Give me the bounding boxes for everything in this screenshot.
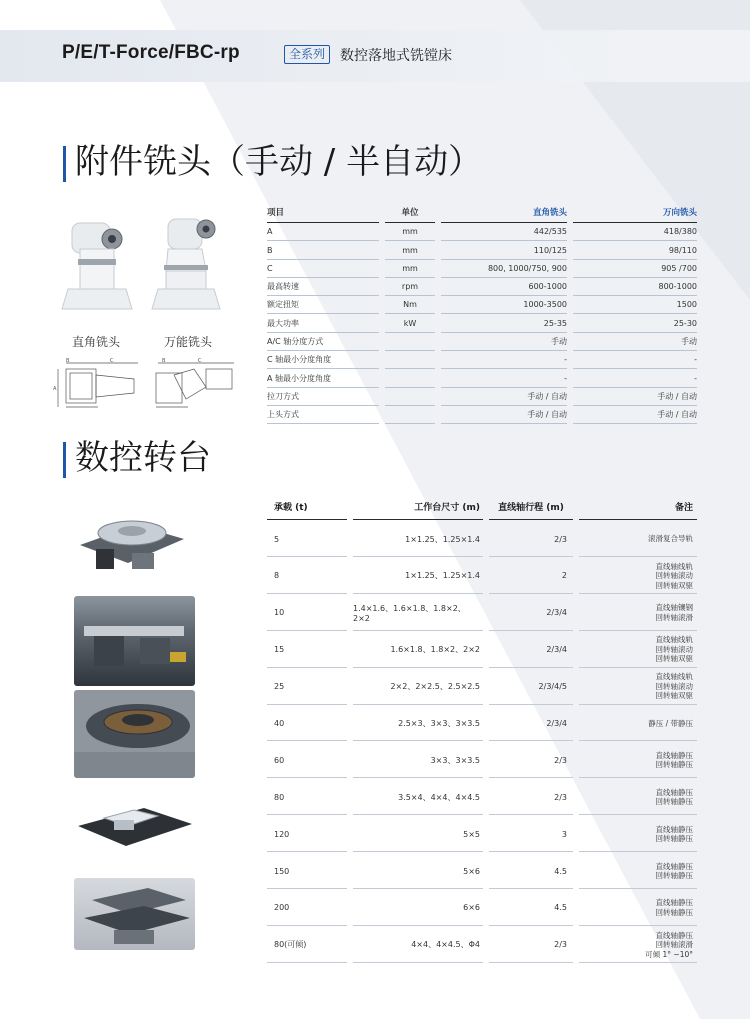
load-text: 60 — [274, 755, 285, 765]
spec-unit: kW — [385, 315, 435, 333]
table-size-text: 1.4×1.6、1.6×1.8、1.8×2、2×2 — [353, 603, 466, 623]
milling-head-spec-table — [267, 205, 697, 425]
load-text: 150 — [274, 866, 290, 876]
spec-right-angle: 110/125 — [441, 242, 567, 260]
spec-right-angle: 1000-3500 — [441, 296, 567, 314]
remarks-text: 直线轴静压 回转轴静压 — [655, 824, 693, 844]
spec-right-angle: 800, 1000/750, 900 — [441, 260, 567, 278]
series-title: P/E/T-Force/FBC-rp — [62, 42, 240, 63]
column-header-linear-stroke: 直线轴行程 (m) — [489, 496, 573, 520]
remarks-value — [579, 891, 697, 926]
section-title-milling-heads: 附件铣头（手动 / 半自动） — [63, 142, 482, 182]
load-value — [267, 854, 347, 889]
table-row — [267, 891, 697, 928]
table-row — [267, 522, 697, 559]
linear-stroke-text: 4.5 — [554, 866, 567, 876]
spec-universal: 1500 — [573, 296, 697, 314]
table-size-text: 2.5×3、3×3、3×3.5 — [398, 718, 480, 728]
remarks-value — [579, 928, 697, 963]
table-row — [267, 278, 697, 296]
table-row — [267, 596, 697, 633]
remarks-text: 直线轴静压 回转轴静压 — [655, 861, 693, 881]
linear-stroke-value — [489, 743, 573, 778]
table-size-value — [353, 522, 483, 557]
spec-universal: 800-1000 — [573, 278, 697, 296]
spec-right-angle: - — [441, 351, 567, 369]
spec-item: C — [267, 260, 379, 278]
spec-item: A 轴最小分度角度 — [267, 370, 379, 388]
load-value — [267, 891, 347, 926]
linear-stroke-value — [489, 706, 573, 741]
table-size-text: 1×1.25、1.25×1.4 — [405, 534, 480, 544]
spec-unit: mm — [385, 223, 435, 241]
load-value — [267, 633, 347, 668]
universal-head-drawing — [148, 357, 238, 417]
remarks-value — [579, 706, 697, 741]
table-size-value — [353, 817, 483, 852]
header-subtitle: 数控落地式铣镗床 — [340, 48, 452, 64]
table-row — [267, 670, 697, 707]
table-row — [267, 706, 697, 743]
remarks-text: 直线轴静压 回转轴滚滑 可倾 1° ~10° — [645, 930, 693, 959]
spec-item: B — [267, 242, 379, 260]
linear-stroke-value — [489, 780, 573, 815]
load-text: 80 — [274, 792, 285, 802]
remarks-value — [579, 670, 697, 705]
table-size-value — [353, 854, 483, 889]
remarks-value — [579, 743, 697, 778]
table-row — [267, 388, 697, 406]
spec-universal: 25-30 — [573, 315, 697, 333]
spec-universal: 418/380 — [573, 223, 697, 241]
table-size-value — [353, 928, 483, 963]
table-size-value — [353, 780, 483, 815]
spec-item: 最大功率 — [267, 315, 379, 333]
remarks-value — [579, 596, 697, 631]
table-row — [267, 633, 697, 670]
column-header-table-size: 工作台尺寸 (m) — [353, 496, 483, 520]
spec-right-angle: 手动 — [441, 333, 567, 351]
rotary-table-photo-1 — [76, 505, 188, 577]
load-text: 25 — [274, 682, 285, 692]
remarks-text: 直线轴线轨 回转轴滚动 回转轴双驱 — [655, 672, 693, 701]
table-row — [267, 223, 697, 241]
spec-universal: 手动 / 自动 — [573, 388, 697, 406]
table-row — [267, 333, 697, 351]
section-title-rotary-tables: 数控转台 — [63, 438, 211, 478]
table-row — [267, 854, 697, 891]
remarks-value — [579, 817, 697, 852]
svg-text:B: B — [162, 358, 166, 364]
table-row — [267, 370, 697, 388]
load-value — [267, 522, 347, 557]
column-header-load: 承载 (t) — [267, 496, 347, 520]
linear-stroke-text: 2/3 — [554, 755, 567, 765]
table-header-row — [267, 205, 697, 223]
table-row — [267, 242, 697, 260]
table-size-text: 1.6×1.8、1.8×2、2×2 — [390, 645, 480, 655]
spec-universal: 98/110 — [573, 242, 697, 260]
remarks-text: 直线轴静压 回转轴静压 — [655, 750, 693, 770]
remarks-text: 直线轴线轨 回转轴滚动 回转轴双驱 — [655, 561, 693, 590]
table-size-value — [353, 743, 483, 778]
table-size-text: 2×2、2×2.5、2.5×2.5 — [390, 682, 480, 692]
spec-unit: mm — [385, 242, 435, 260]
svg-text:C: C — [110, 358, 114, 364]
svg-text:B: B — [66, 358, 70, 364]
remarks-value — [579, 780, 697, 815]
spec-unit — [385, 351, 435, 369]
table-size-text: 5×5 — [463, 829, 480, 839]
table-row — [267, 780, 697, 817]
remarks-text: 直线轴镶钢 回转轴滚滑 — [655, 603, 693, 622]
linear-stroke-text: 4.5 — [554, 903, 567, 913]
universal-head-image — [148, 215, 226, 315]
remarks-value — [579, 854, 697, 889]
rotary-table-photo-4 — [74, 796, 196, 854]
spec-right-angle: 手动 / 自动 — [441, 388, 567, 406]
linear-stroke-value — [489, 522, 573, 557]
spec-item: C 轴最小分度角度 — [267, 351, 379, 369]
load-value — [267, 670, 347, 705]
rotary-table-photo-3 — [74, 690, 195, 778]
spec-unit — [385, 370, 435, 388]
rotary-table-spec-table — [267, 496, 697, 965]
load-text: 10 — [274, 608, 285, 618]
load-text: 5 — [274, 534, 280, 544]
linear-stroke-text: 2/3/4/5 — [538, 682, 567, 692]
table-row — [267, 928, 697, 965]
spec-universal: - — [573, 351, 697, 369]
load-value — [267, 596, 347, 631]
spec-universal: 手动 — [573, 333, 697, 351]
spec-item: 最高转速 — [267, 278, 379, 296]
linear-stroke-text: 2 — [561, 571, 567, 581]
spec-unit — [385, 333, 435, 351]
right-angle-head-image — [58, 215, 136, 315]
linear-stroke-value — [489, 854, 573, 889]
remarks-text: 直线轴线轨 回转轴滚动 回转轴双驱 — [655, 635, 693, 664]
table-row — [267, 315, 697, 333]
load-value — [267, 743, 347, 778]
linear-stroke-text: 3 — [561, 829, 567, 839]
table-size-text: 1×1.25、1.25×1.4 — [405, 571, 480, 581]
spec-right-angle: 442/535 — [441, 223, 567, 241]
caption-right-angle-head: 直角铣头 — [72, 335, 121, 349]
remarks-text: 滚滑复合导轨 — [648, 534, 693, 544]
remarks-value — [579, 522, 697, 557]
table-row — [267, 817, 697, 854]
linear-stroke-text: 2/3 — [554, 792, 567, 802]
table-row — [267, 406, 697, 424]
spec-item: A — [267, 223, 379, 241]
svg-text:A: A — [53, 386, 57, 392]
linear-stroke-value — [489, 633, 573, 668]
svg-text:C: C — [198, 358, 202, 364]
series-badge: 全系列 — [284, 45, 330, 64]
load-value — [267, 928, 347, 963]
table-size-value — [353, 670, 483, 705]
spec-universal: 手动 / 自动 — [573, 406, 697, 424]
remarks-text: 直线轴静压 回转轴静压 — [655, 787, 693, 807]
load-text: 15 — [274, 645, 285, 655]
remarks-value — [579, 559, 697, 594]
right-angle-head-drawing — [52, 357, 142, 417]
table-size-value — [353, 891, 483, 926]
column-header-remarks: 备注 — [579, 496, 697, 520]
spec-item: 额定扭矩 — [267, 296, 379, 314]
column-header-item: 项目 — [267, 205, 379, 223]
table-size-value — [353, 633, 483, 668]
load-value — [267, 780, 347, 815]
load-text: 80(可倾) — [274, 940, 307, 950]
table-size-text: 3×3、3×3.5 — [430, 755, 480, 765]
spec-unit — [385, 406, 435, 424]
table-size-value — [353, 706, 483, 741]
spec-unit — [385, 388, 435, 406]
remarks-value — [579, 633, 697, 668]
table-row — [267, 260, 697, 278]
linear-stroke-value — [489, 596, 573, 631]
load-value — [267, 706, 347, 741]
table-size-text: 5×6 — [463, 866, 480, 876]
rotary-table-photo-2 — [74, 596, 195, 686]
table-header-row — [267, 496, 697, 522]
linear-stroke-text: 2/3/4 — [546, 608, 567, 618]
load-value — [267, 559, 347, 594]
load-text: 8 — [274, 571, 280, 581]
spec-right-angle: 600-1000 — [441, 278, 567, 296]
remarks-text: 静压 / 带静压 — [648, 718, 693, 728]
linear-stroke-value — [489, 928, 573, 963]
load-text: 120 — [274, 829, 290, 839]
load-text: 40 — [274, 718, 285, 728]
spec-universal: 905 /700 — [573, 260, 697, 278]
spec-right-angle: - — [441, 370, 567, 388]
linear-stroke-value — [489, 559, 573, 594]
load-value — [267, 817, 347, 852]
linear-stroke-value — [489, 817, 573, 852]
rotary-table-photo-5 — [74, 878, 195, 950]
spec-item: A/C 轴分度方式 — [267, 333, 379, 351]
table-row — [267, 743, 697, 780]
table-row — [267, 559, 697, 596]
linear-stroke-text: 2/3 — [554, 534, 567, 544]
linear-stroke-value — [489, 670, 573, 705]
spec-item: 拉刀方式 — [267, 388, 379, 406]
caption-universal-head: 万能铣头 — [164, 335, 213, 349]
spec-unit: Nm — [385, 296, 435, 314]
table-size-text: 4×4、4×4.5、Φ4 — [411, 940, 480, 950]
load-text: 200 — [274, 903, 290, 913]
table-row — [267, 351, 697, 369]
table-size-text: 3.5×4、4×4、4×4.5 — [398, 792, 480, 802]
spec-universal: - — [573, 370, 697, 388]
table-row — [267, 296, 697, 314]
spec-right-angle: 25-35 — [441, 315, 567, 333]
linear-stroke-text: 2/3/4 — [546, 718, 567, 728]
linear-stroke-text: 2/3 — [554, 940, 567, 950]
spec-item: 上头方式 — [267, 406, 379, 424]
spec-right-angle: 手动 / 自动 — [441, 406, 567, 424]
table-size-value — [353, 596, 483, 631]
table-size-text: 6×6 — [463, 903, 480, 913]
spec-unit: rpm — [385, 278, 435, 296]
table-size-value — [353, 559, 483, 594]
remarks-text: 直线轴静压 回转轴静压 — [655, 898, 693, 917]
spec-unit: mm — [385, 260, 435, 278]
column-header-unit: 单位 — [385, 205, 435, 223]
column-header-universal: 万向铣头 — [573, 205, 697, 223]
column-header-right-angle: 直角铣头 — [441, 205, 567, 223]
linear-stroke-value — [489, 891, 573, 926]
linear-stroke-text: 2/3/4 — [546, 645, 567, 655]
